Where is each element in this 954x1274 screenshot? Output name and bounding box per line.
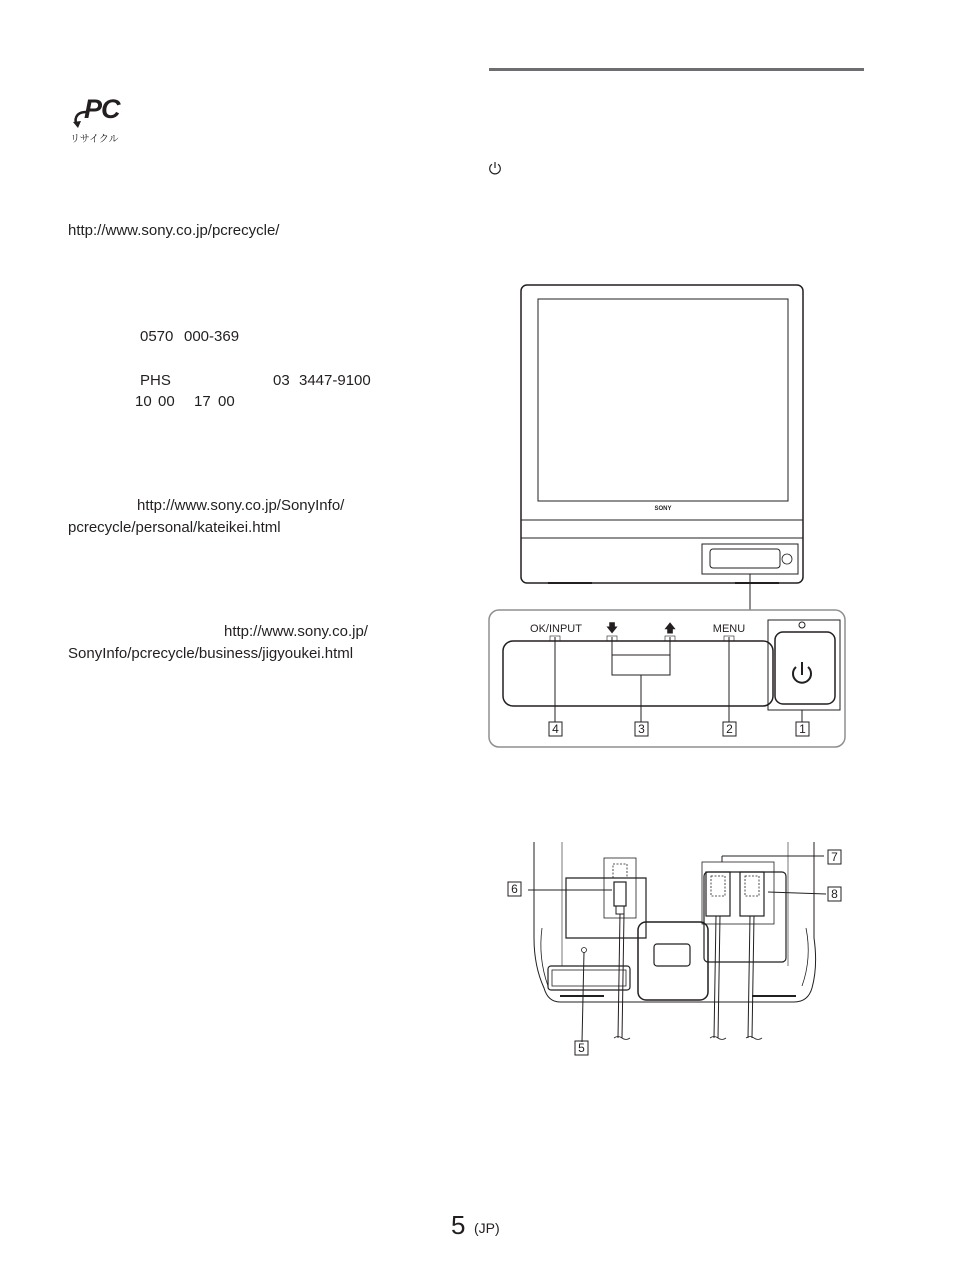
ok-input-label: OK/INPUT	[530, 623, 582, 635]
phs-label: PHS	[140, 372, 171, 389]
down-arrow-icon: 🡇	[605, 621, 619, 635]
navidial-number: 000-369	[184, 328, 240, 345]
page-region: (JP)	[474, 1220, 500, 1236]
sony-brand-label: SONY	[654, 506, 672, 512]
pc-logo-caption: リサイクル	[70, 134, 119, 145]
monitor-rear-diagram	[500, 838, 850, 1060]
jigyoukei-url-line2: SonyInfo/pcrecycle/business/jigyoukei.html	[68, 645, 354, 662]
callout-8: 8	[831, 887, 838, 901]
kateikei-url-line1: http://www.sony.co.jp/SonyInfo/	[137, 497, 345, 514]
alt-phone-number: 3447-9100	[299, 372, 371, 389]
callout-1: 1	[799, 722, 806, 736]
pcrecycle-url: http://www.sony.co.jp/pcrecycle/	[68, 222, 280, 239]
callout-3: 3	[638, 722, 645, 736]
up-arrow-icon: 🡅	[663, 621, 677, 635]
navidial-prefix: 0570	[140, 328, 174, 345]
callout-2: 2	[726, 722, 733, 736]
hours-end-minute: 00	[218, 393, 235, 410]
menu-label: MENU	[712, 623, 746, 635]
callout-6: 6	[511, 882, 518, 896]
callout-4: 4	[552, 722, 559, 736]
page-number: 5	[451, 1210, 466, 1240]
callout-7: 7	[831, 850, 838, 864]
hours-start-minute: 00	[158, 393, 175, 410]
hours-end-hour: 17	[194, 393, 211, 410]
monitor-front-diagram	[480, 280, 860, 755]
section-rule	[489, 68, 864, 71]
alt-phone-area: 03	[273, 372, 290, 389]
callout-5: 5	[578, 1041, 585, 1055]
jigyoukei-url-line1: http://www.sony.co.jp/	[224, 623, 368, 640]
pc-logo-mark: PC	[84, 94, 120, 124]
kateikei-url-line2: pcrecycle/personal/kateikei.html	[68, 519, 281, 536]
pc-recycle-logo	[70, 94, 130, 150]
monitor-screen	[538, 299, 788, 501]
hours-start-hour: 10	[135, 393, 152, 410]
power-icon	[487, 160, 503, 176]
